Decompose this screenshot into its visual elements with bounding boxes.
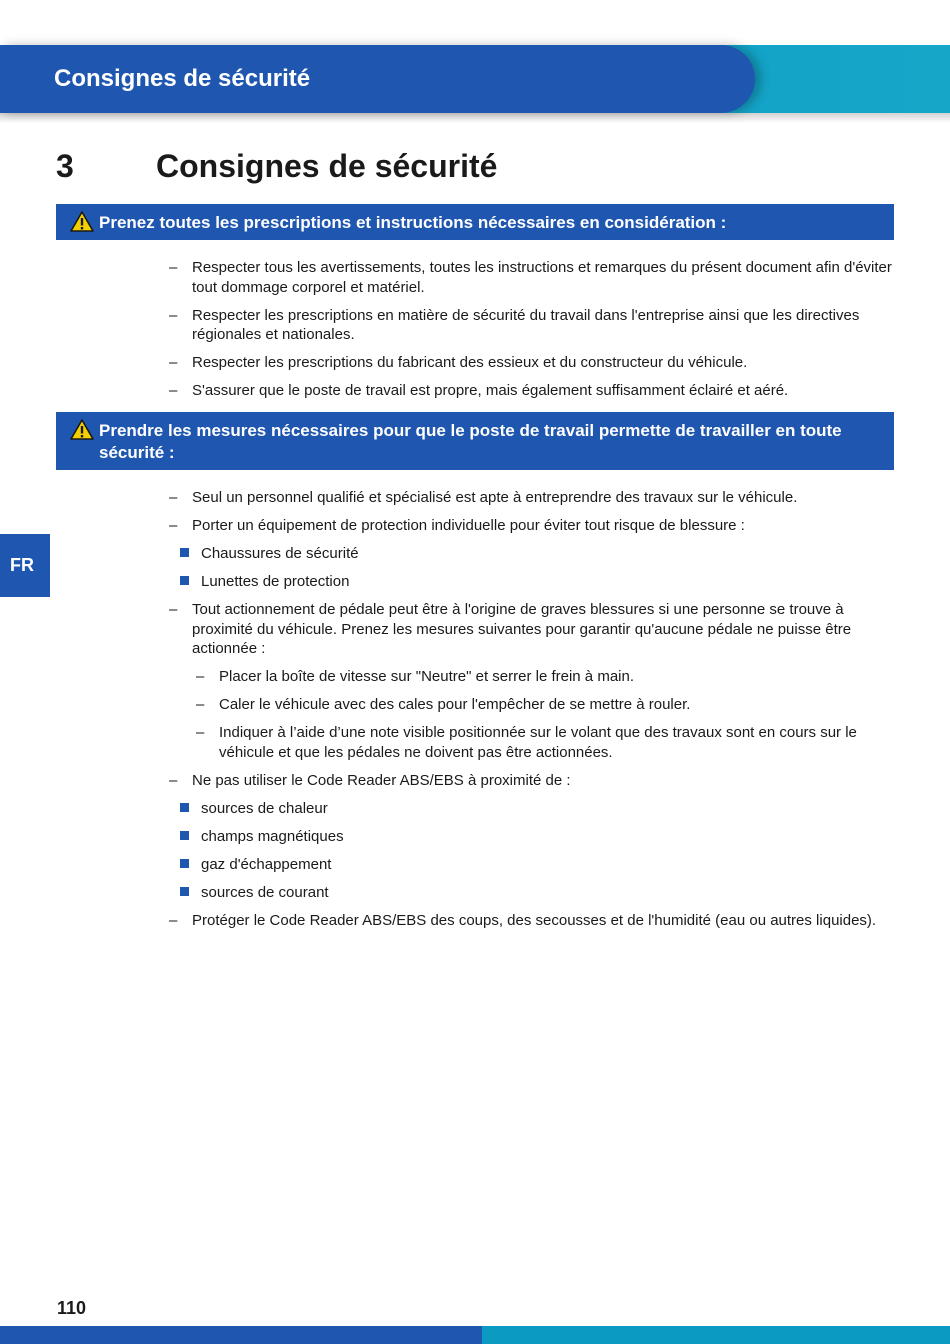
ppe-item: Chaussures de sécurité (166, 544, 896, 564)
hazard-item: sources de courant (166, 883, 896, 903)
list-item: – Respecter tous les avertissements, toutes les instructions et remarques du présent document afin d'éviter tout dommage corporel et matériel. (166, 258, 896, 297)
workplace-safety-list (166, 488, 896, 930)
chapter-title: Consignes de sécurité (156, 148, 498, 184)
warning-triangle-icon (70, 211, 94, 232)
warning-text: Prenez toutes les prescriptions et instructions nécessaires en considération : (99, 213, 727, 232)
list-item: – Respecter les prescriptions en matière de sécurité du travail dans l'entreprise ainsi que les directives régionales et nationales. (166, 306, 896, 345)
ppe-item: Lunettes de protection (166, 572, 896, 592)
hazard-item: champs magnétiques (166, 827, 896, 847)
warning-text: Prendre les mesures nécessaires pour que le poste de travail permette de travailler en toute sécurité : (99, 421, 842, 462)
list-item: – Tout actionnement de pédale peut être à l'origine de graves blessures si une personne se trouve à proximité du véhicule. Prenez les mesures suivantes pour garantir qu'aucune pédale ne puisse être actionnée : (166, 600, 896, 659)
warning-banner-workplace (56, 412, 894, 470)
prescriptions-list (166, 258, 896, 401)
header-title: Consignes de sécurité (54, 65, 311, 92)
warning-triangle-icon (70, 419, 94, 440)
hazard-item: gaz d'échappement (166, 855, 896, 875)
chapter-number: 3 (56, 148, 74, 184)
list-item: – Respecter les prescriptions du fabricant des essieux et du constructeur du véhicule. (166, 353, 896, 373)
list-item: – S'assurer que le poste de travail est propre, mais également suffisamment éclairé et aéré. (166, 381, 896, 401)
chapter-heading (56, 146, 916, 186)
list-item: – Protéger le Code Reader ABS/EBS des coups, des secousses et de l'humidité (eau ou autres liquides). (166, 911, 896, 931)
warning-banner-prescriptions (56, 204, 894, 240)
footer-band-blue (0, 1326, 482, 1344)
pedal-step: – Caler le véhicule avec des cales pour l'empêcher de se mettre à rouler. (166, 695, 896, 715)
header-shadow (0, 113, 950, 123)
page-number: 110 (57, 1298, 87, 1318)
list-item: – Seul un personnel qualifié et spécialisé est apte à entreprendre des travaux sur le véhicule. (166, 488, 896, 508)
footer-band-teal (482, 1326, 950, 1344)
list-item: – Porter un équipement de protection individuelle pour éviter tout risque de blessure : (166, 516, 896, 536)
pedal-step: – Indiquer à l’aide d’une note visible positionnée sur le volant que des travaux sont en cours sur le véhicule et que les pédales ne doivent pas être actionnées. (166, 723, 896, 762)
language-tab: FR (0, 534, 50, 597)
pedal-step: – Placer la boîte de vitesse sur "Neutre" et serrer le frein à main. (166, 667, 896, 687)
list-item: – Ne pas utiliser le Code Reader ABS/EBS à proximité de : (166, 771, 896, 791)
hazard-item: sources de chaleur (166, 799, 896, 819)
